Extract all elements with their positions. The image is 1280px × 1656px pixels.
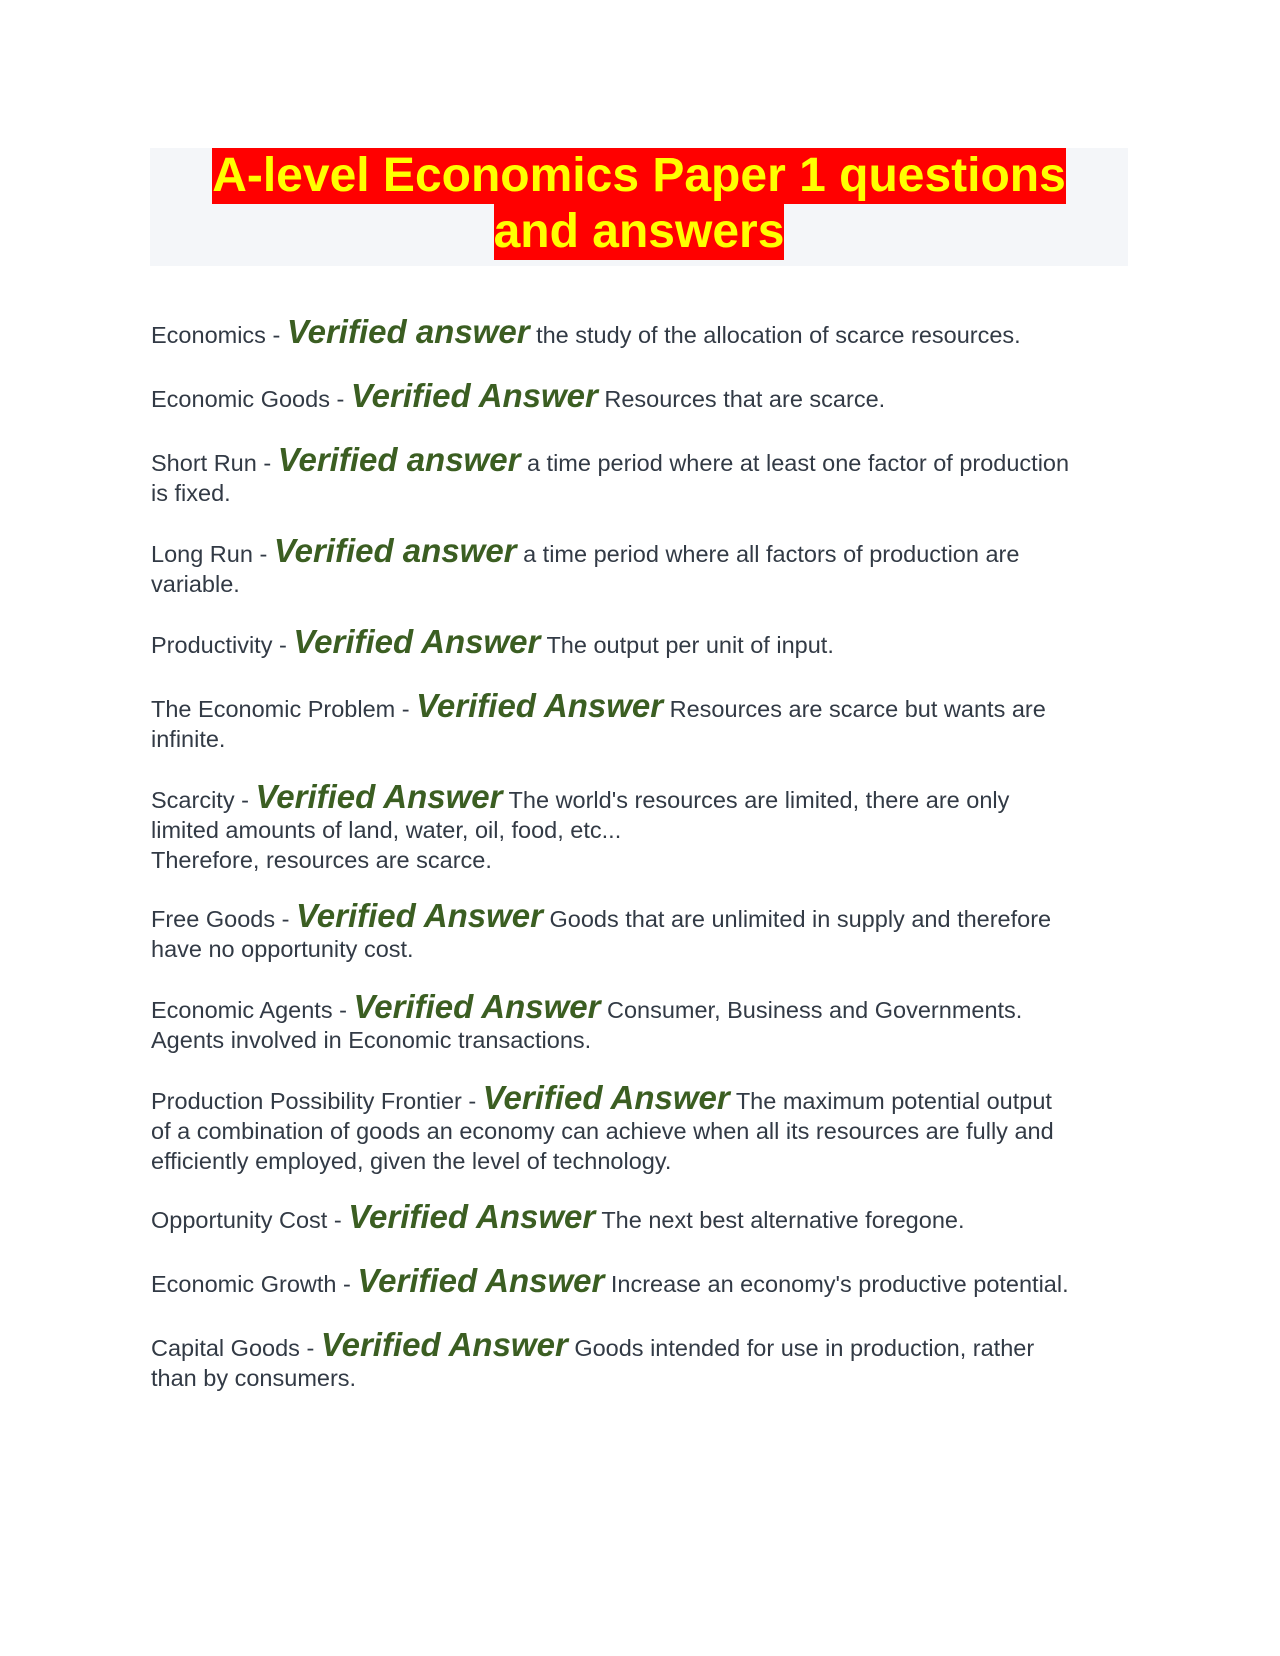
entry-term: Free Goods [151,906,276,932]
glossary-entry [151,1262,1131,1299]
entry-separator: - [252,541,274,567]
entry-term: Productivity [151,632,273,658]
verified-answer-label: Verified Answer [320,1326,568,1363]
entry-term: Production Possibility Frontier [151,1088,462,1114]
entry-answer-line: Consumer, Business and Governments. [606,997,1023,1023]
verified-answer-label: Verified Answer [348,1198,596,1235]
entry-separator: - [256,450,278,476]
entry-answer-line: The next best alternative foregone. [601,1207,965,1233]
entry-separator: - [234,787,256,813]
glossary-entry [151,1079,1131,1176]
verified-answer-label: Verified answer [286,313,530,350]
glossary-entry [151,532,1131,599]
entry-answer-line: Therefore, resources are scarce. [151,847,492,873]
entry-answer-line: is fixed. [151,480,231,506]
entry-answer-line: Increase an economy's productive potential. [610,1271,1069,1297]
verified-answer-label: Verified Answer [416,687,664,724]
glossary-entry [151,313,1131,350]
entry-answer-line: The maximum potential output [735,1088,1052,1114]
document-title-line-1: A-level Economics Paper 1 questions [212,149,1066,202]
entry-term: Opportunity Cost [151,1207,328,1233]
verified-answer-label: Verified Answer [295,897,543,934]
entry-answer-line: the study of the allocation of scarce resources. [536,322,1021,348]
entry-answer-line: The world's resources are limited, there are only [508,787,1010,813]
verified-answer-label: Verified Answer [353,988,601,1025]
entry-separator: - [461,1088,483,1114]
verified-answer-label: Verified Answer [350,377,598,414]
entry-answer-line: have no opportunity cost. [151,936,414,962]
entry-separator: - [265,322,287,348]
verified-answer-label: Verified answer [277,441,521,478]
glossary-entry [151,687,1131,754]
entry-separator: - [327,1207,349,1233]
entry-separator: - [329,386,351,412]
entry-term: Economic Goods [151,386,330,412]
entry-separator: - [332,997,354,1023]
entry-answer-line: infinite. [151,726,226,752]
entry-term: Scarcity [151,787,235,813]
entry-term: Capital Goods [151,1335,300,1361]
glossary-entry [151,988,1131,1055]
verified-answer-label: Verified Answer [255,778,503,815]
entry-term: The Economic Problem [151,696,396,722]
entry-answer-line: The output per unit of input. [546,632,834,658]
verified-answer-label: Verified Answer [482,1079,730,1116]
entry-answer-line: Resources that are scarce. [604,386,886,412]
entry-answer-line: Agents involved in Economic transactions. [151,1027,592,1053]
glossary-entry [151,1198,1131,1235]
entry-answer-line: a time period where at least one factor of production [526,450,1070,476]
entry-answer-line: Goods intended for use in production, rather [574,1335,1035,1361]
entry-answer-line: than by consumers. [151,1365,357,1391]
entry-term: Short Run [151,450,257,476]
verified-answer-label: Verified answer [273,532,517,569]
glossary-entry [151,1326,1131,1393]
entry-term: Long Run [151,541,253,567]
title-banner [150,148,1128,266]
entry-term: Economic Agents [151,997,333,1023]
glossary-entry [151,377,1131,414]
entry-separator: - [272,632,294,658]
entry-term: Economics [151,322,266,348]
entry-answer-line: efficiently employed, given the level of technology. [151,1148,672,1174]
glossary-entry [151,623,1131,660]
entry-separator: - [299,1335,321,1361]
glossary-entry [151,441,1131,508]
verified-answer-label: Verified Answer [293,623,541,660]
entry-term: Economic Growth [151,1271,337,1297]
glossary-entry [151,897,1131,964]
entry-answer-line: variable. [151,571,240,597]
entry-separator: - [275,906,296,932]
glossary-entry [151,778,1131,875]
entry-answer-line: Goods that are unlimited in supply and therefore [549,906,1052,932]
entry-answer-line: a time period where all factors of production are [523,541,1020,567]
entry-answer-line: limited amounts of land, water, oil, food, etc... [151,817,622,843]
entry-separator: - [395,696,417,722]
entry-separator: - [336,1271,358,1297]
entry-answer-line: Resources are scarce but wants are [669,696,1046,722]
document-title-line-2: and answers [493,205,785,258]
entry-answer-line: of a combination of goods an economy can achieve when all its resources are fully and [151,1118,1054,1144]
verified-answer-label: Verified Answer [357,1262,605,1299]
